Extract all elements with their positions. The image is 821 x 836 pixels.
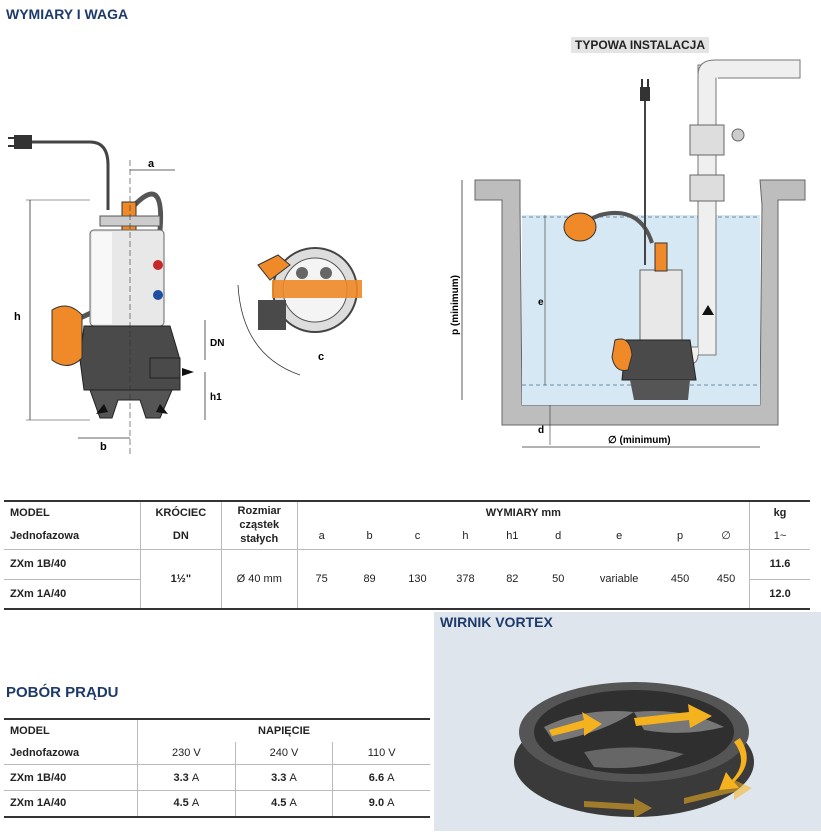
section-title-vortex: WIRNIK VORTEX bbox=[440, 614, 553, 630]
value-c: 130 bbox=[394, 549, 442, 609]
current-value: 6.6 A bbox=[333, 765, 430, 791]
dimensions-table bbox=[4, 500, 810, 610]
pump-top-drawing bbox=[230, 225, 370, 395]
particle-value: Ø 40 mm bbox=[221, 549, 297, 609]
value-a: 75 bbox=[297, 549, 345, 609]
header-model: MODEL bbox=[4, 719, 138, 742]
dim-label-p: p (minimum) bbox=[450, 275, 461, 335]
kg-value: 11.6 bbox=[749, 549, 810, 579]
col-p: p bbox=[677, 529, 684, 542]
voltage-230: 230 V bbox=[138, 742, 236, 765]
value-h1: 82 bbox=[489, 549, 535, 609]
port-value: 1½" bbox=[140, 549, 221, 609]
vortex-panel bbox=[434, 612, 821, 831]
current-value: 3.3 A bbox=[235, 765, 333, 791]
value-diameter: 450 bbox=[703, 549, 749, 609]
table-row-model: ZXm 1B/40 bbox=[4, 549, 140, 579]
col-b: b bbox=[366, 529, 373, 542]
section-title-installation: TYPOWA INSTALACJA bbox=[571, 37, 709, 53]
current-value: 9.0 A bbox=[333, 791, 430, 817]
header-port: KRÓCIEC bbox=[140, 501, 221, 523]
col-c: c bbox=[414, 529, 421, 542]
plug-icon bbox=[14, 135, 32, 149]
value-e: variable bbox=[581, 549, 657, 609]
table-row-model: ZXm 1B/40 bbox=[4, 765, 138, 791]
table-row-model: ZXm 1A/40 bbox=[4, 791, 138, 817]
header-model: MODEL bbox=[4, 501, 140, 523]
float-switch bbox=[52, 306, 82, 366]
vortex-impeller-image bbox=[434, 612, 821, 831]
value-h: 378 bbox=[441, 549, 489, 609]
header-particle: Rozmiar cząstek stałych bbox=[221, 501, 297, 549]
col-d: d bbox=[555, 529, 562, 542]
dim-label-dn: DN bbox=[210, 338, 225, 349]
col-a: a bbox=[297, 523, 345, 549]
voltage-110: 110 V bbox=[333, 742, 430, 765]
installation-drawing bbox=[440, 55, 821, 455]
current-value: 4.5 A bbox=[235, 791, 333, 817]
float-icon bbox=[564, 213, 596, 241]
col-h1: h1 bbox=[506, 529, 519, 542]
value-p: 450 bbox=[657, 549, 703, 609]
header-single: Jednofazowa bbox=[10, 747, 80, 759]
power-table bbox=[4, 718, 430, 818]
current-value: 4.5 A bbox=[138, 791, 236, 817]
section-title-dimensions: WYMIARY I WAGA bbox=[6, 6, 129, 22]
current-value: 3.3 A bbox=[138, 765, 236, 791]
header-dn: DN bbox=[140, 523, 221, 549]
col-diameter: ∅ bbox=[721, 530, 731, 543]
value-d: 50 bbox=[535, 549, 581, 609]
dim-label-h: h bbox=[14, 311, 21, 323]
voltage-240: 240 V bbox=[235, 742, 333, 765]
dim-label-e: e bbox=[538, 297, 544, 308]
header-voltage: NAPIĘCIE bbox=[138, 719, 431, 742]
dim-label-a: a bbox=[148, 158, 155, 170]
header-phase: 1~ bbox=[749, 523, 810, 549]
dim-label-diameter: ∅ (minimum) bbox=[608, 435, 671, 446]
table-row-model: ZXm 1A/40 bbox=[4, 579, 140, 609]
col-e: e bbox=[616, 529, 623, 542]
dim-label-c: c bbox=[318, 351, 325, 363]
dim-label-d: d bbox=[538, 425, 545, 436]
header-dims: WYMIARY mm bbox=[297, 501, 749, 523]
header-single: Jednofazowa bbox=[10, 529, 80, 542]
header-kg: kg bbox=[749, 501, 810, 523]
dim-label-h1: h1 bbox=[210, 392, 222, 403]
col-h: h bbox=[462, 529, 469, 542]
kg-value: 12.0 bbox=[749, 579, 810, 609]
value-b: 89 bbox=[346, 549, 394, 609]
section-title-power: POBÓR PRĄDU bbox=[6, 684, 119, 701]
pump-side-drawing bbox=[0, 110, 230, 460]
check-valve bbox=[690, 125, 724, 155]
dim-label-b: b bbox=[100, 441, 107, 453]
